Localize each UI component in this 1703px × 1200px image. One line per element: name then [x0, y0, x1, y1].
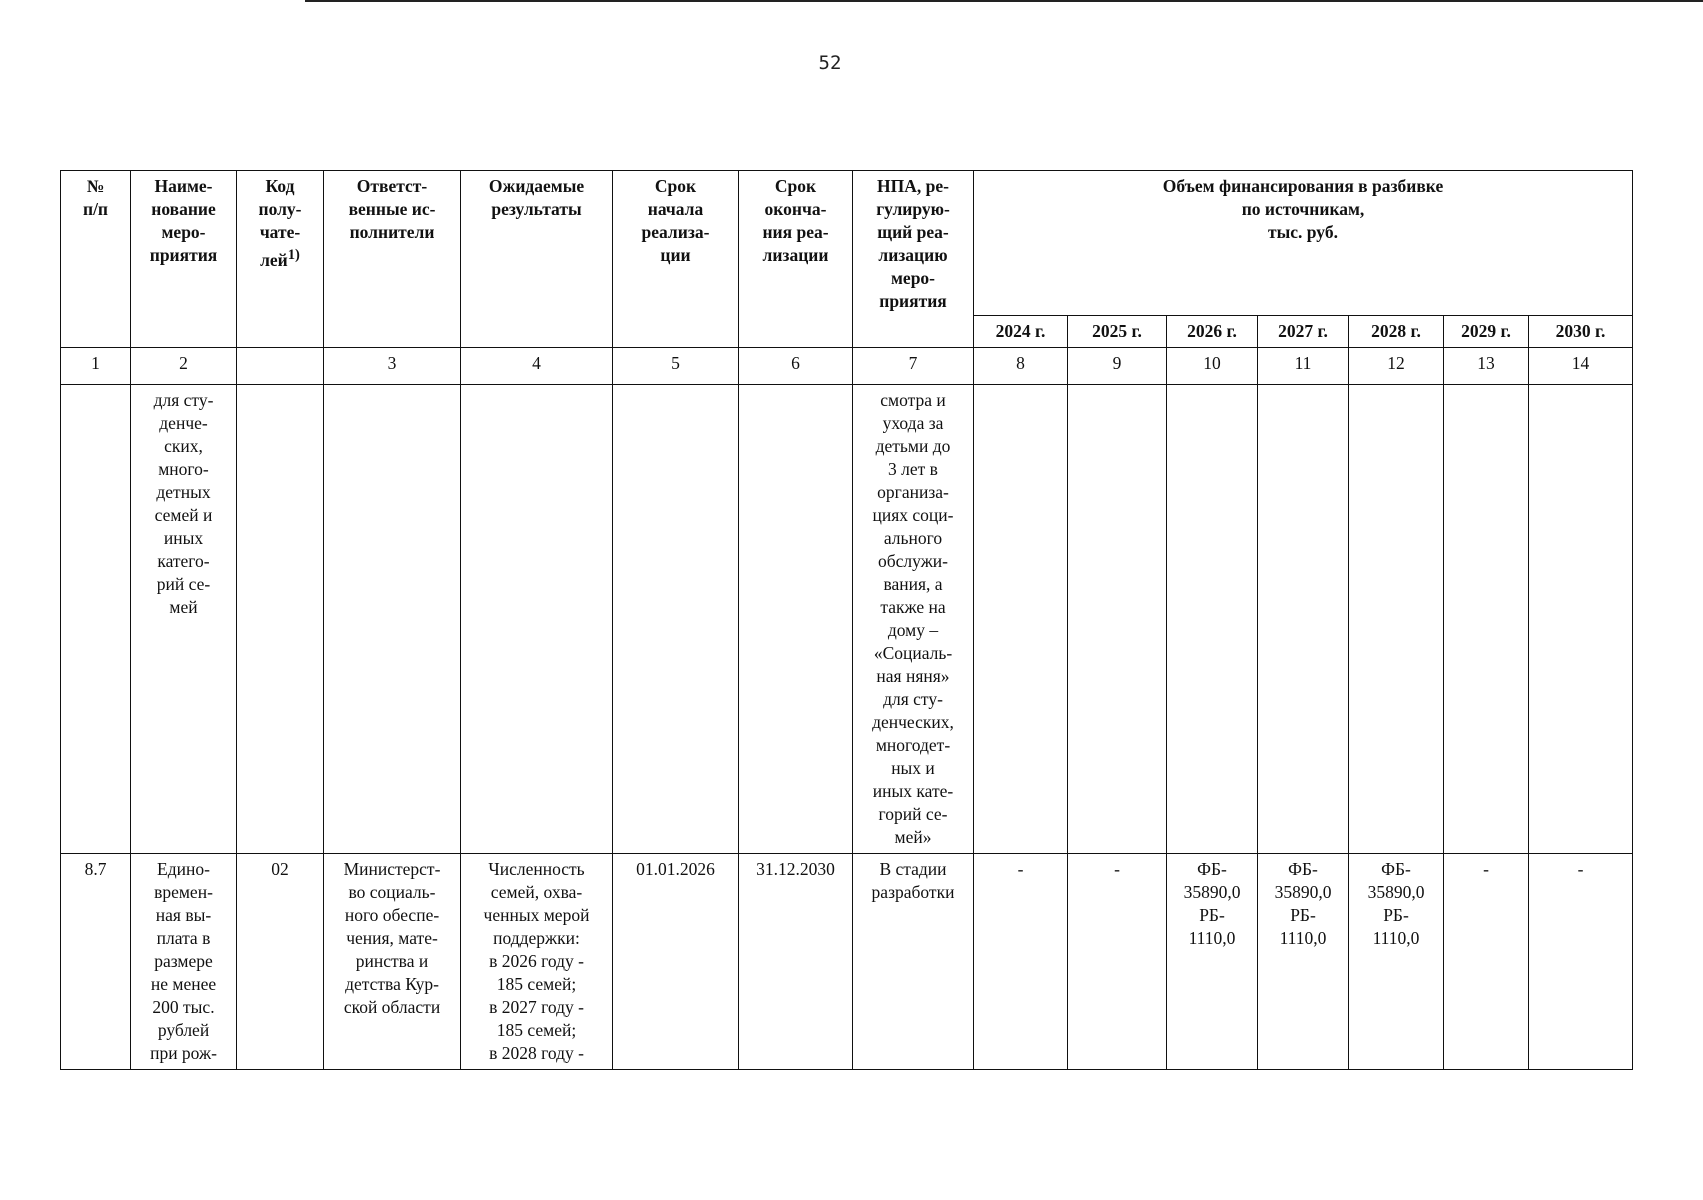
- column-number: 3: [324, 348, 461, 385]
- header-start: Срок начала реализа- ции: [613, 171, 739, 348]
- cell-end: 31.12.2030: [739, 854, 853, 1070]
- table-row: [61, 385, 1633, 854]
- column-number: 9: [1068, 348, 1167, 385]
- column-number: 11: [1258, 348, 1349, 385]
- column-number: 12: [1349, 348, 1444, 385]
- header-results: Ожидаемые результаты: [461, 171, 613, 348]
- cell-results: [461, 385, 613, 854]
- header-year: 2029 г.: [1444, 316, 1529, 348]
- cell-code: [237, 385, 324, 854]
- cell-responsible: Министерст- во социаль- ного обеспе- чения, мате- ринства и детства Кур- ской области: [324, 854, 461, 1070]
- header-finance: Объем финансирования в разбивке по источникам, тыс. руб.: [974, 171, 1633, 316]
- cell-funding: -: [1068, 854, 1167, 1070]
- column-number: 14: [1529, 348, 1633, 385]
- header-year: 2025 г.: [1068, 316, 1167, 348]
- header-name: Наиме- нование меро- приятия: [131, 171, 237, 348]
- column-number: 1: [61, 348, 131, 385]
- cell-end: [739, 385, 853, 854]
- cell-responsible: [324, 385, 461, 854]
- cell-funding: -: [974, 854, 1068, 1070]
- cell-start: 01.01.2026: [613, 854, 739, 1070]
- column-number: 2: [131, 348, 237, 385]
- header-responsible: Ответст- венные ис- полнители: [324, 171, 461, 348]
- header-end: Срок оконча- ния реа- лизации: [739, 171, 853, 348]
- cell-funding: ФБ- 35890,0 РБ- 1110,0: [1167, 854, 1258, 1070]
- header-year: 2028 г.: [1349, 316, 1444, 348]
- cell-num: [61, 385, 131, 854]
- cell-code: 02: [237, 854, 324, 1070]
- column-number: 6: [739, 348, 853, 385]
- cell-funding: -: [1444, 854, 1529, 1070]
- header-code: [237, 171, 324, 348]
- column-number: 13: [1444, 348, 1529, 385]
- header-year: 2027 г.: [1258, 316, 1349, 348]
- header-npa: НПА, ре- гулирую- щий реа- лизацию меро- приятия: [853, 171, 974, 348]
- cell-npa: смотра и ухода за детьми до 3 лет в организа- циях соци- ального обслужи- вания, а также на дому – «Социаль- ная няня» для сту- денческих, многодет- ных и иных кате- горий се- мей»: [853, 385, 974, 854]
- top-border-line: [305, 0, 1703, 2]
- cell-funding: [1258, 385, 1349, 854]
- cell-num: 8.7: [61, 854, 131, 1070]
- cell-funding: [974, 385, 1068, 854]
- program-measures-table: [60, 170, 1633, 1070]
- column-number: 4: [461, 348, 613, 385]
- cell-funding: ФБ- 35890,0 РБ- 1110,0: [1349, 854, 1444, 1070]
- header-year: 2030 г.: [1529, 316, 1633, 348]
- page-number: 52: [818, 52, 842, 74]
- header-year: 2024 г.: [974, 316, 1068, 348]
- cell-funding: ФБ- 35890,0 РБ- 1110,0: [1258, 854, 1349, 1070]
- cell-start: [613, 385, 739, 854]
- cell-funding: [1349, 385, 1444, 854]
- column-number-row: [61, 348, 1633, 385]
- cell-funding: [1529, 385, 1633, 854]
- column-number: [237, 348, 324, 385]
- cell-funding: [1167, 385, 1258, 854]
- cell-name: для сту- денче- ских, много- детных семей и иных катего- рий се- мей: [131, 385, 237, 854]
- table-row: [61, 854, 1633, 1070]
- cell-npa: В стадии разработки: [853, 854, 974, 1070]
- column-number: 5: [613, 348, 739, 385]
- cell-funding: -: [1529, 854, 1633, 1070]
- cell-funding: [1444, 385, 1529, 854]
- column-number: 7: [853, 348, 974, 385]
- column-number: 10: [1167, 348, 1258, 385]
- header-code-label: Код полу- чате- лей: [258, 176, 302, 270]
- header-code-footnote: 1): [287, 247, 300, 263]
- column-number: 8: [974, 348, 1068, 385]
- cell-name: Едино- времен- ная вы- плата в размере не менее 200 тыс. рублей при рож-: [131, 854, 237, 1070]
- header-num: № п/п: [61, 171, 131, 348]
- cell-results: Численность семей, охва- ченных мерой поддержки: в 2026 году - 185 семей; в 2027 году - 185 семей; в 2028 году -: [461, 854, 613, 1070]
- header-year: 2026 г.: [1167, 316, 1258, 348]
- cell-funding: [1068, 385, 1167, 854]
